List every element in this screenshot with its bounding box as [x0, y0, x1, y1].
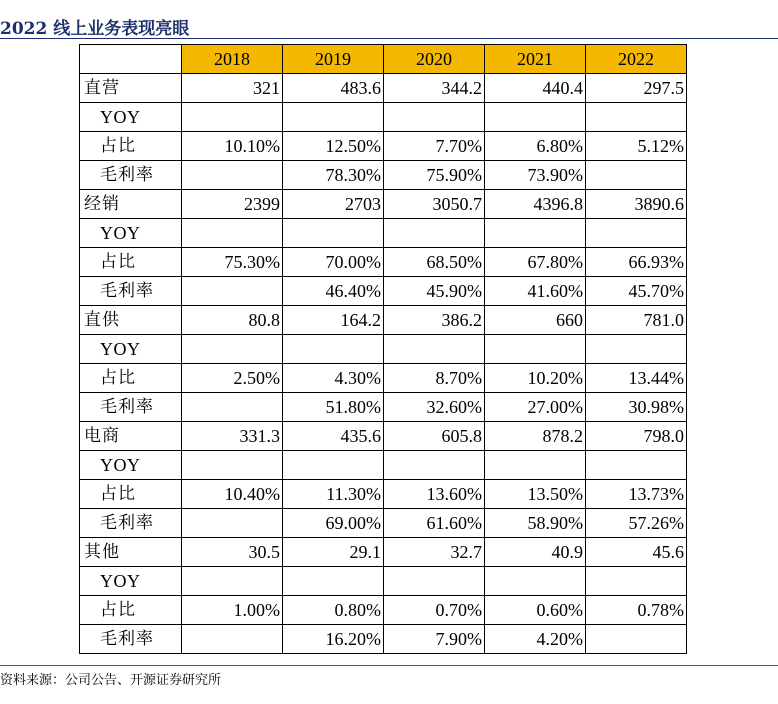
table-row	[80, 567, 687, 596]
table-row	[80, 596, 687, 625]
value-cell: 4.30%	[283, 364, 384, 393]
value-cell: 4396.8	[485, 190, 586, 219]
value-cell: 32.60%	[384, 393, 485, 422]
value-cell: 61.60%	[384, 509, 485, 538]
value-cell	[182, 625, 283, 654]
table-row	[80, 422, 687, 451]
year-header-cell: 2020	[384, 45, 485, 74]
value-cell	[384, 103, 485, 132]
value-cell: 11.30%	[283, 480, 384, 509]
value-cell: 798.0	[586, 422, 687, 451]
value-cell: 440.4	[485, 74, 586, 103]
value-cell: 10.20%	[485, 364, 586, 393]
value-cell	[182, 567, 283, 596]
value-cell	[182, 451, 283, 480]
value-cell: 45.6	[586, 538, 687, 567]
value-cell: 0.70%	[384, 596, 485, 625]
table-row	[80, 74, 687, 103]
value-cell	[586, 625, 687, 654]
row-label-cell: 占比	[80, 364, 182, 393]
value-cell: 605.8	[384, 422, 485, 451]
value-cell: 297.5	[586, 74, 687, 103]
value-cell: 331.3	[182, 422, 283, 451]
header-corner-cell	[80, 45, 182, 74]
source-divider	[0, 665, 778, 666]
table-row	[80, 277, 687, 306]
value-cell: 40.9	[485, 538, 586, 567]
value-cell: 57.26%	[586, 509, 687, 538]
value-cell	[182, 161, 283, 190]
value-cell	[283, 103, 384, 132]
value-cell: 13.44%	[586, 364, 687, 393]
row-label-cell: YOY	[80, 103, 182, 132]
row-label-cell: YOY	[80, 335, 182, 364]
value-cell: 0.78%	[586, 596, 687, 625]
value-cell: 8.70%	[384, 364, 485, 393]
year-header-cell: 2018	[182, 45, 283, 74]
value-cell	[384, 219, 485, 248]
value-cell: 483.6	[283, 74, 384, 103]
value-cell	[182, 393, 283, 422]
value-cell	[182, 335, 283, 364]
value-cell: 32.7	[384, 538, 485, 567]
data-table-container	[79, 44, 687, 654]
value-cell: 13.60%	[384, 480, 485, 509]
table-row	[80, 393, 687, 422]
value-cell	[586, 103, 687, 132]
table-row	[80, 306, 687, 335]
value-cell: 67.80%	[485, 248, 586, 277]
row-label-cell: 经销	[80, 190, 182, 219]
value-cell	[283, 219, 384, 248]
value-cell: 78.30%	[283, 161, 384, 190]
value-cell: 2703	[283, 190, 384, 219]
row-label-cell: 其他	[80, 538, 182, 567]
value-cell: 30.98%	[586, 393, 687, 422]
value-cell: 2399	[182, 190, 283, 219]
value-cell: 12.50%	[283, 132, 384, 161]
table-row	[80, 335, 687, 364]
value-cell: 75.90%	[384, 161, 485, 190]
value-cell: 10.10%	[182, 132, 283, 161]
value-cell	[485, 103, 586, 132]
table-row	[80, 103, 687, 132]
source-note: 资料来源：公司公告、开源证券研究所	[0, 673, 222, 688]
header-row	[80, 45, 687, 74]
year-header-cell: 2019	[283, 45, 384, 74]
value-cell: 3890.6	[586, 190, 687, 219]
table-row	[80, 190, 687, 219]
value-cell: 70.00%	[283, 248, 384, 277]
value-cell	[586, 335, 687, 364]
row-label-cell: 占比	[80, 480, 182, 509]
row-label-cell: 毛利率	[80, 393, 182, 422]
row-label-cell: YOY	[80, 567, 182, 596]
table-row	[80, 219, 687, 248]
value-cell: 45.90%	[384, 277, 485, 306]
value-cell	[485, 567, 586, 596]
value-cell: 16.20%	[283, 625, 384, 654]
value-cell: 781.0	[586, 306, 687, 335]
row-label-cell: YOY	[80, 219, 182, 248]
value-cell	[586, 219, 687, 248]
value-cell: 2.50%	[182, 364, 283, 393]
row-label-cell: 毛利率	[80, 625, 182, 654]
value-cell	[485, 451, 586, 480]
table-row	[80, 132, 687, 161]
value-cell	[283, 451, 384, 480]
value-cell: 7.90%	[384, 625, 485, 654]
row-label-cell: 毛利率	[80, 509, 182, 538]
value-cell: 321	[182, 74, 283, 103]
value-cell	[485, 219, 586, 248]
value-cell: 0.80%	[283, 596, 384, 625]
value-cell: 13.73%	[586, 480, 687, 509]
value-cell: 41.60%	[485, 277, 586, 306]
value-cell: 68.50%	[384, 248, 485, 277]
value-cell: 660	[485, 306, 586, 335]
table-row	[80, 364, 687, 393]
value-cell: 7.70%	[384, 132, 485, 161]
value-cell: 58.90%	[485, 509, 586, 538]
value-cell	[586, 451, 687, 480]
year-header-cell: 2022	[586, 45, 687, 74]
value-cell	[384, 335, 485, 364]
value-cell: 5.12%	[586, 132, 687, 161]
table-row	[80, 538, 687, 567]
value-cell: 4.20%	[485, 625, 586, 654]
value-cell	[586, 161, 687, 190]
value-cell	[283, 567, 384, 596]
table-row	[80, 509, 687, 538]
value-cell	[384, 451, 485, 480]
value-cell	[384, 567, 485, 596]
value-cell: 164.2	[283, 306, 384, 335]
value-cell	[182, 277, 283, 306]
value-cell: 46.40%	[283, 277, 384, 306]
value-cell: 6.80%	[485, 132, 586, 161]
table-row	[80, 625, 687, 654]
row-label-cell: 占比	[80, 132, 182, 161]
value-cell: 3050.7	[384, 190, 485, 219]
value-cell	[182, 103, 283, 132]
value-cell: 69.00%	[283, 509, 384, 538]
value-cell: 45.70%	[586, 277, 687, 306]
row-label-cell: 电商	[80, 422, 182, 451]
value-cell: 10.40%	[182, 480, 283, 509]
table-row	[80, 161, 687, 190]
page-title: 2022 线上业务表现亮眼	[0, 19, 190, 39]
table-row	[80, 451, 687, 480]
value-cell	[182, 509, 283, 538]
value-cell	[283, 335, 384, 364]
value-cell: 344.2	[384, 74, 485, 103]
value-cell: 1.00%	[182, 596, 283, 625]
value-cell: 66.93%	[586, 248, 687, 277]
value-cell: 27.00%	[485, 393, 586, 422]
row-label-cell: 毛利率	[80, 277, 182, 306]
row-label-cell: YOY	[80, 451, 182, 480]
table-row	[80, 248, 687, 277]
business-data-table	[79, 44, 687, 654]
value-cell	[182, 219, 283, 248]
row-label-cell: 占比	[80, 596, 182, 625]
value-cell: 51.80%	[283, 393, 384, 422]
value-cell: 73.90%	[485, 161, 586, 190]
row-label-cell: 毛利率	[80, 161, 182, 190]
row-label-cell: 直供	[80, 306, 182, 335]
value-cell	[586, 567, 687, 596]
value-cell: 30.5	[182, 538, 283, 567]
value-cell: 13.50%	[485, 480, 586, 509]
row-label-cell: 占比	[80, 248, 182, 277]
value-cell: 878.2	[485, 422, 586, 451]
value-cell: 435.6	[283, 422, 384, 451]
value-cell: 29.1	[283, 538, 384, 567]
title-divider	[0, 38, 778, 39]
value-cell	[485, 335, 586, 364]
value-cell: 75.30%	[182, 248, 283, 277]
table-row	[80, 480, 687, 509]
value-cell: 80.8	[182, 306, 283, 335]
value-cell: 0.60%	[485, 596, 586, 625]
year-header-cell: 2021	[485, 45, 586, 74]
value-cell: 386.2	[384, 306, 485, 335]
row-label-cell: 直营	[80, 74, 182, 103]
